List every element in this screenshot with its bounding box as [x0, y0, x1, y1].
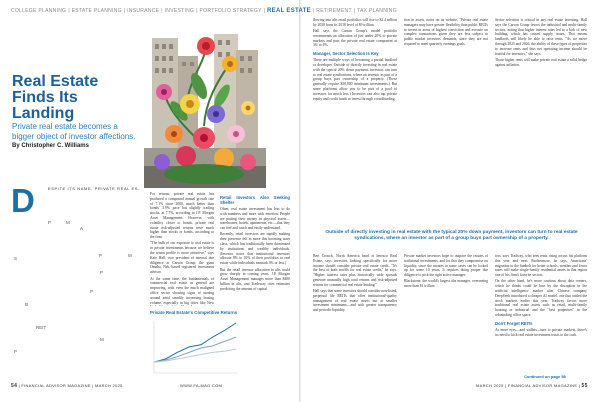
paragraph: On the other hand, he's more cautious about data centers, which he thinks could be hurt by the disruption in the artificial intelligence market after Chinese company DeepSeek introduced a cheaper AI model, one that rattled the stock markets earlier this year. Tradway favors more traditional real estate assets such as retail, multi-family housing or industrial and the "best properties" in the rebounding office space. [495, 279, 587, 318]
nav-item[interactable]: RETIREMENT [316, 8, 352, 14]
article-column [495, 18, 587, 224]
stray-letter: P [100, 270, 104, 275]
stray-letter: M [128, 253, 132, 258]
footer-date: MARCH 2025 [94, 383, 123, 388]
paragraph: Private market investors hope to outpace the returns of traditional investments, and for that they compromise on liquidity, since the monies in some cases can be locked up for some 10 years. It requires doing proper due diligence to pick the right active manager. [404, 254, 488, 278]
paragraph: Sector selection is critical in any real estate investing. Hall says the Carson Group favors the industrial and multi-family sectors, noting that higher interest rates led to a lack of new building, which has caused supply issues. That means landlords will likely be able to raise rents. "As we move through 2025 and 2026, the ability of these types of properties to increase rents and thus net operating income should be fruitful for investors," she says. [495, 18, 587, 56]
stray-letter: REIT [36, 325, 47, 330]
article-column [313, 254, 397, 378]
stray-letter: B [25, 302, 29, 307]
paragraph: There are multiple ways of becoming a partial landlord or developer. Outside of directly investing in real estate with the typical 20% down payment, investors can turn to real estate syndications, where an investor as part of a group buys part ownership of a property. (These generally require $50,000 minimum investments.) But some platforms allow you to be part of a pool of investors for much less.) Investors can also tap private equity and credit funds or invest through crowdfunding. [313, 58, 397, 101]
stray-letter: S [14, 256, 18, 261]
nav-item[interactable]: INSURANCE [127, 8, 160, 14]
paragraph: Recently, retail investors are rapidly making their presence felt in more this booming asset class, which has traditionally been dominated by institutions and wealthy individuals. (Investor notes that institutional investors allocate 8% to 10% of their portfolios to real estate while individuals earmark 3% or less.) [220, 232, 290, 266]
stray-letter: P [99, 253, 103, 258]
lead-text: ESPITE ITS NAME, PRIVATE REAL ES- [48, 186, 140, 191]
right-footer: MARCH 2025 | FINANCIAL ADVISOR MAGAZINE | 55 [476, 383, 588, 389]
paragraph: Blackstone, the world's largest alts manager, overseeing more than $1 trillion [404, 279, 488, 289]
stray-letter: P [14, 349, 18, 354]
series-line-0 [154, 323, 236, 362]
paragraph: As more eyes—and wallets—turn to private markets, there's no need to kick real estate investment trusts to the curb. [495, 327, 587, 337]
nav-item[interactable]: TAX PLANNING [357, 8, 397, 14]
section-subhead: Retail Investors Also Seeking Shelter [220, 195, 290, 205]
article-dek: Private real estate becomes a bigger object of investor affections. [12, 122, 136, 141]
article-column [404, 18, 488, 224]
article-column [150, 192, 214, 306]
section-nav: COLLEGE PLANNING | ESTATE PLANNING | INSURANCE | INVESTING | PORTFOLIO STRATEGY | REAL ESTATE | RETIREMENT | TAX PLANNING [11, 8, 397, 14]
paragraph: tors, says Tradway, who sees rents rising across his platform this year and next. Furthermore, he says, Americans' migration to the Sunbelt for better schools, weather and lower taxes will make single-family residential assets in that region one of his firm's favorite sectors. [495, 254, 587, 278]
paragraph: Hall says the Carson Group's model portfolio recommends an allocation of just under 20% to private markets and puts the private real estate component at 3% to 4%. [313, 29, 397, 48]
page-number: 55 [581, 383, 588, 389]
section-subhead: Don't Forget REITs [495, 320, 533, 326]
article-headline: Real Estate Finds Its Landing [12, 73, 99, 122]
chart-title: Private Real Estate's Competitive Returns [150, 310, 238, 315]
article-column [313, 18, 397, 224]
building-flower-collage-image [144, 16, 266, 188]
page-gutter [299, 0, 301, 402]
continued-link[interactable]: Continued on page 58 [524, 374, 566, 379]
drop-cap: D [11, 182, 35, 219]
nav-item-active[interactable]: REAL ESTATE [267, 8, 311, 14]
pull-quote: Outside of directly investing in real estate with the typical 20% down payment, investors can turn to real estate syndications, where an investor as part of a group buys part ownership of a property. [325, 230, 578, 241]
stray-letter: P [48, 220, 52, 225]
footer-magazine: FINANCIAL ADVISOR MAGAZINE [507, 383, 578, 388]
stray-letter: M [66, 220, 70, 225]
footer-date: MARCH 2025 [476, 383, 504, 388]
footer-magazine: FINANCIAL ADVISOR MAGAZINE [21, 383, 91, 388]
nav-item[interactable]: INVESTING [164, 8, 195, 14]
nav-item[interactable]: PORTFOLIO STRATEGY [199, 8, 262, 14]
stray-letter: P [90, 289, 94, 294]
paragraph: Those higher rents will make private real estate a solid hedge against inflation. [495, 57, 587, 67]
paragraph: "The bulk of our exposure to real estate is in private investments because we believe the return profile is more attractive," says Kate Hall, vice president of internal due diligence at Carson Group, the giant Omaha, Neb.-based registered investment advisor. [150, 241, 214, 275]
left-footer: 54 | FINANCIAL ADVISOR MAGAZINE | MARCH 2025 [11, 383, 123, 389]
article-column [404, 254, 488, 378]
stray-letter: M [100, 337, 104, 342]
paragraph: Hall says that some investors should consider non-listed, perpetual life REITs that offer institutional-quality management of real estate assets but at smaller investment minimums—and with greater transparency and periodic liquidity. [313, 289, 397, 313]
byline: By Christopher C. Williams [12, 143, 89, 149]
paragraph: But the retail investor allocation to alts could grow sharply in coming years. J.P. Morgan Asset Management manages more than $400 billion in alts, and Tradeway cites estimates predicting the amount of capital [220, 267, 290, 291]
footer-url[interactable]: WWW.FA-MAG.COM [180, 383, 223, 388]
paragraph: For returns, private real estate has produced a compound annual growth rate of 7.1% since 2000, much better than bonds' 3.9% pace but slightly trailing stocks, at 7.7%, according to J.P. Morgan Asset Management. However, with volatility closer to bonds, private real estate risk-adjusted returns were much higher than stocks or bonds, according to the firm. [150, 192, 214, 240]
paragraph: flowing into alts retail portfolios will rise to $2.4 trillion by 2028 from its 2018 level of $9 trillion. [313, 18, 397, 27]
section-subhead: Manager, Sector Selection Is Key [313, 51, 379, 57]
paragraph: Bert Crouch, North America head at Invesco Real Estate, says investors looking specifically for more income should consider private real estate credit. "It's the best of both worlds for real estate credit," he says. "Higher interest rates plus historically wide spreads generate unusually high total returns and risk-adjusted returns for commercial real estate lending." [313, 254, 397, 287]
paragraph: At the same time, the fundamentals of commercial real estate in general are improving, with even the much maligned office sector showing signs of turning around amid steadily increasing leasing volume, especially in big cities like New [150, 276, 214, 305]
article-column [495, 254, 587, 372]
stray-letter: A [80, 226, 84, 231]
paragraph: Often, real estate investment has less to do with numbers and more with emotion. People are putting their money in physical assets—warehouses, hotels, apartments, etc.—that they can feel and touch and easily understand. [220, 207, 290, 231]
nav-item[interactable]: ESTATE PLANNING [71, 8, 122, 14]
paragraph: tion in assets, notes on its website, "Private real estate managers may have greater flexibility than public REITs to invest in areas of highest conviction and execute on complex transactions given they are less subject to public market investors' demands, since they are not required to meet quarterly earnings goals. [404, 18, 488, 46]
returns-line-chart [150, 317, 240, 377]
nav-item[interactable]: COLLEGE PLANNING [11, 8, 67, 14]
page-number: 54 [11, 383, 18, 389]
